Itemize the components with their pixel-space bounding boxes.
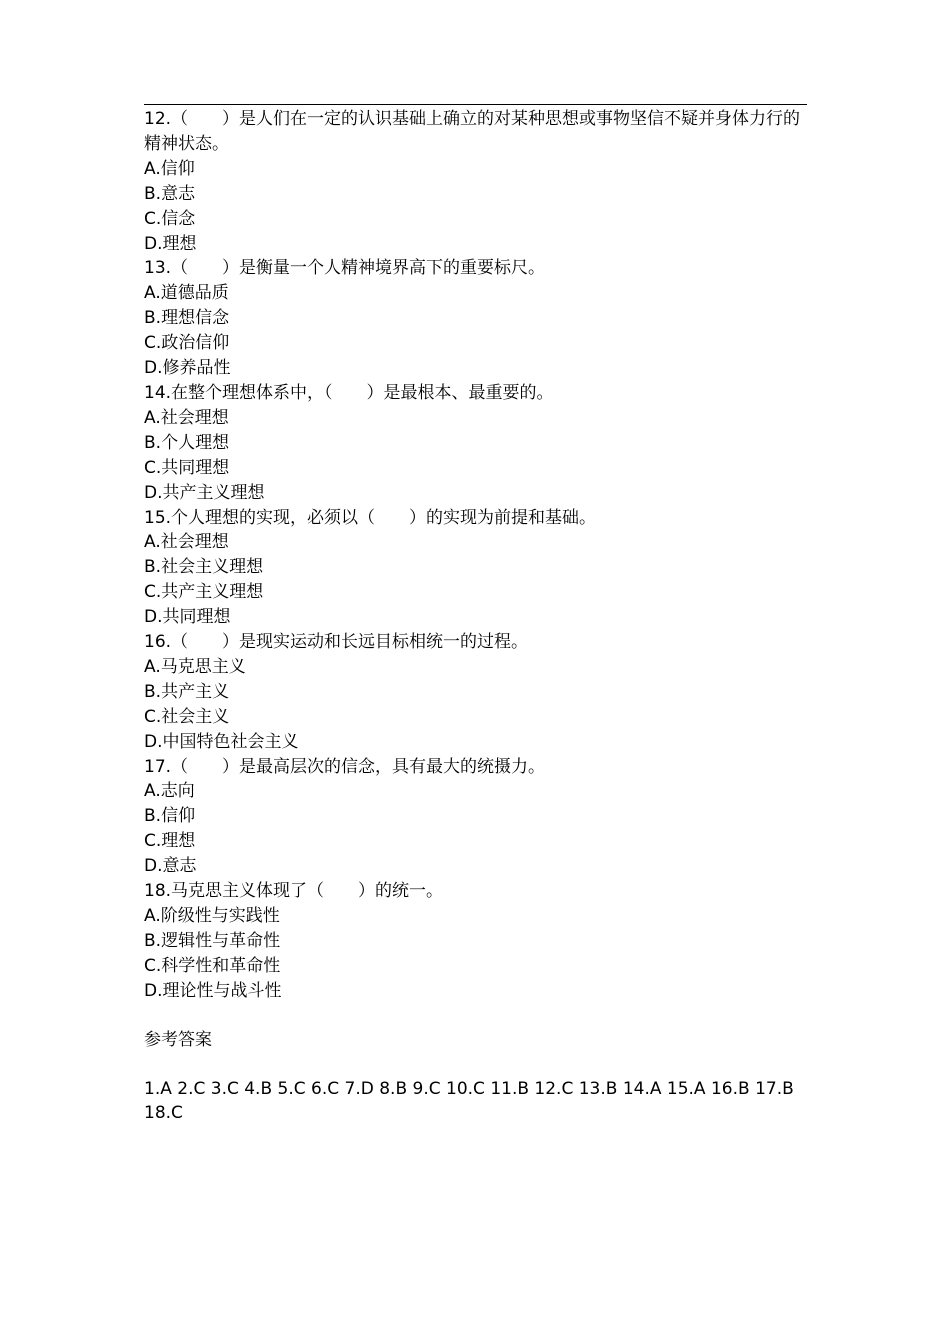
question-item — [144, 879, 807, 1004]
option-d: D.共同理想 — [144, 607, 231, 628]
option-c: C.科学性和革命性 — [144, 955, 281, 976]
option-c: C.共同理想 — [144, 457, 230, 478]
document-page — [144, 104, 807, 1126]
option-d: D.理想 — [144, 233, 197, 254]
option-b: B.共产主义 — [144, 681, 230, 702]
option-c: C.政治信仰 — [144, 333, 230, 354]
option-a: A.志向 — [144, 781, 195, 802]
option-b: B.意志 — [144, 183, 196, 204]
header-divider — [144, 104, 807, 105]
option-b: B.社会主义理想 — [144, 557, 264, 578]
question-stem: 14.在整个理想体系中，（ ）是最根本、最重要的。 — [144, 382, 554, 403]
question-item — [144, 755, 807, 880]
option-c: C.共产主义理想 — [144, 582, 264, 603]
option-a: A.马克思主义 — [144, 656, 246, 677]
option-a: A.信仰 — [144, 158, 195, 179]
option-d: D.理论性与战斗性 — [144, 980, 282, 1001]
question-item — [144, 107, 807, 256]
option-a: A.社会理想 — [144, 532, 229, 553]
option-b: B.个人理想 — [144, 432, 230, 453]
question-item — [144, 256, 807, 381]
answer-key: 1.A 2.C 3.C 4.B 5.C 6.C 7.D 8.B 9.C 10.C 11.B 12.C 13.B 14.A 15.A 16.B 17.B 18.C — [144, 1078, 800, 1124]
option-b: B.理想信念 — [144, 308, 230, 329]
option-c: C.社会主义 — [144, 706, 230, 727]
option-d: D.共产主义理想 — [144, 482, 265, 503]
question-item — [144, 381, 807, 506]
question-stem: 18.马克思主义体现了（ ）的统一。 — [144, 881, 444, 902]
question-stem: 12.（ ）是人们在一定的认识基础上确立的对某种思想或事物坚信不疑并身体力行的精神状态。 — [144, 109, 801, 154]
option-b: B.逻辑性与革命性 — [144, 930, 281, 951]
option-a: A.社会理想 — [144, 407, 229, 428]
option-c: C.理想 — [144, 831, 196, 852]
option-c: C.信念 — [144, 208, 196, 229]
question-item — [144, 506, 807, 631]
question-item — [144, 630, 807, 755]
option-d: D.中国特色社会主义 — [144, 731, 299, 752]
question-list — [144, 107, 807, 1004]
question-stem: 17.（ ）是最高层次的信念，具有最大的统摄力。 — [144, 756, 546, 777]
question-stem: 15.个人理想的实现，必须以（ ）的实现为前提和基础。 — [144, 507, 597, 528]
option-b: B.信仰 — [144, 806, 196, 827]
option-a: A.道德品质 — [144, 283, 229, 304]
question-stem: 16.（ ）是现实运动和长远目标相统一的过程。 — [144, 632, 529, 653]
option-d: D.修养品性 — [144, 358, 231, 379]
option-a: A.阶级性与实践性 — [144, 906, 280, 926]
answer-heading: 参考答案 — [144, 1029, 212, 1050]
question-stem: 13.（ ）是衡量一个人精神境界高下的重要标尺。 — [144, 258, 546, 279]
option-d: D.意志 — [144, 856, 197, 877]
